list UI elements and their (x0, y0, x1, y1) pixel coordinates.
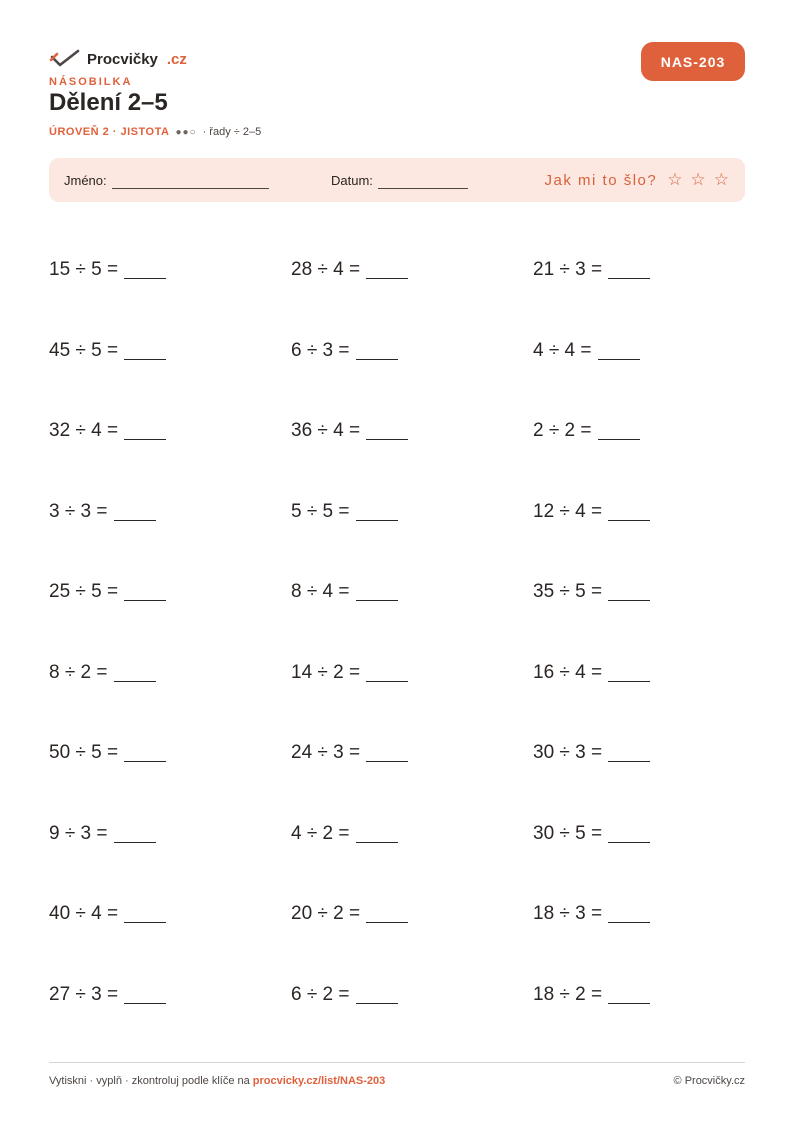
problem-expression: 40 ÷ 4 = (49, 903, 119, 924)
problem-expression: 36 ÷ 4 = (291, 420, 361, 441)
worksheet-code-badge: NAS-203 (641, 42, 745, 81)
problem-item (291, 340, 398, 362)
answer-blank[interactable] (608, 842, 650, 843)
answer-blank[interactable] (608, 278, 650, 279)
footer-link[interactable]: procvicky.cz/list/NAS-203 (252, 1075, 386, 1087)
problem-expression: 6 ÷ 2 = (291, 984, 350, 1005)
problem-item (533, 742, 650, 764)
answer-blank[interactable] (608, 922, 650, 923)
level-dots: ●●○ (175, 126, 197, 138)
footer-instructions-text: Vytiskni · vyplň · zkontroluj podle klíče na (49, 1075, 253, 1087)
section-kicker: NÁSOBILKA (49, 76, 133, 88)
problem-expression: 12 ÷ 4 = (533, 501, 603, 522)
date-field[interactable] (331, 158, 468, 202)
problem-expression: 32 ÷ 4 = (49, 420, 119, 441)
answer-blank[interactable] (366, 278, 408, 279)
problem-expression: 8 ÷ 2 = (49, 662, 108, 683)
page-title: Dělení 2–5 (49, 89, 168, 116)
problem-item (533, 420, 640, 442)
problem-item (533, 903, 650, 925)
answer-blank[interactable] (114, 842, 156, 843)
problem-item (49, 581, 166, 603)
problem-item (49, 742, 166, 764)
problem-item (49, 903, 166, 925)
problem-item (291, 742, 408, 764)
level-label: ÚROVEŇ 2 · JISTOTA (49, 126, 170, 138)
name-line[interactable] (112, 176, 269, 189)
answer-blank[interactable] (124, 359, 166, 360)
rating-stars (667, 170, 729, 190)
problem-expression: 3 ÷ 3 = (49, 501, 108, 522)
brand-tld: .cz (166, 50, 187, 68)
rating-label: Jak mi to šlo? (544, 171, 658, 189)
answer-blank[interactable] (124, 278, 166, 279)
answer-blank[interactable] (356, 600, 398, 601)
problem-item (49, 823, 156, 845)
problem-expression: 5 ÷ 5 = (291, 501, 350, 522)
problem-expression: 28 ÷ 4 = (291, 259, 361, 280)
answer-blank[interactable] (608, 1003, 650, 1004)
star-icon[interactable]: ☆ (690, 170, 706, 189)
answer-blank[interactable] (366, 922, 408, 923)
problem-item (49, 259, 166, 281)
problem-expression: 18 ÷ 2 = (533, 984, 603, 1005)
problem-item (533, 823, 650, 845)
problem-expression: 21 ÷ 3 = (533, 259, 603, 280)
problem-expression: 15 ÷ 5 = (49, 259, 119, 280)
problem-item (291, 501, 398, 523)
problem-item (291, 823, 398, 845)
problem-expression: 2 ÷ 2 = (533, 420, 592, 441)
problem-item (49, 501, 156, 523)
brand-name: Procvičky (87, 50, 158, 68)
footer-copyright: © Procvičky.cz (673, 1075, 745, 1087)
problem-expression: 24 ÷ 3 = (291, 742, 361, 763)
date-line[interactable] (378, 176, 468, 189)
level-line (49, 126, 261, 138)
answer-blank[interactable] (366, 681, 408, 682)
answer-blank[interactable] (124, 761, 166, 762)
problem-expression: 18 ÷ 3 = (533, 903, 603, 924)
answer-blank[interactable] (366, 761, 408, 762)
name-field[interactable] (64, 158, 269, 202)
brand-logo (49, 48, 187, 70)
problem-item (49, 662, 156, 684)
problem-item (291, 581, 398, 603)
problem-item (291, 259, 408, 281)
problem-expression: 30 ÷ 5 = (533, 823, 603, 844)
problem-item (291, 420, 408, 442)
answer-blank[interactable] (124, 600, 166, 601)
level-description: · řady ÷ 2–5 (202, 126, 262, 138)
problem-item (49, 984, 166, 1006)
problem-item (291, 903, 408, 925)
answer-blank[interactable] (124, 922, 166, 923)
footer-instructions (49, 1075, 385, 1087)
problem-item (291, 662, 408, 684)
problem-item (533, 501, 650, 523)
footer-divider (49, 1062, 745, 1063)
answer-blank[interactable] (598, 359, 640, 360)
problem-item (533, 984, 650, 1006)
answer-blank[interactable] (608, 681, 650, 682)
problem-expression: 45 ÷ 5 = (49, 340, 119, 361)
answer-blank[interactable] (366, 439, 408, 440)
answer-blank[interactable] (356, 520, 398, 521)
answer-blank[interactable] (124, 439, 166, 440)
check-pencil-icon (49, 48, 81, 70)
date-label: Datum: (331, 172, 373, 188)
problem-item (533, 581, 650, 603)
problem-expression: 8 ÷ 4 = (291, 581, 350, 602)
problem-item (291, 984, 398, 1006)
answer-blank[interactable] (608, 600, 650, 601)
problem-expression: 20 ÷ 2 = (291, 903, 361, 924)
problem-expression: 27 ÷ 3 = (49, 984, 119, 1005)
name-label: Jméno: (64, 172, 107, 188)
answer-blank[interactable] (114, 520, 156, 521)
answer-blank[interactable] (356, 1003, 398, 1004)
answer-blank[interactable] (608, 520, 650, 521)
problem-item (49, 340, 166, 362)
answer-blank[interactable] (608, 761, 650, 762)
problem-expression: 30 ÷ 3 = (533, 742, 603, 763)
problem-expression: 25 ÷ 5 = (49, 581, 119, 602)
problem-item (533, 340, 640, 362)
answer-blank[interactable] (598, 439, 640, 440)
problem-expression: 16 ÷ 4 = (533, 662, 603, 683)
problem-expression: 6 ÷ 3 = (291, 340, 350, 361)
answer-blank[interactable] (356, 359, 398, 360)
info-bar (49, 158, 745, 202)
answer-blank[interactable] (124, 1003, 166, 1004)
answer-blank[interactable] (356, 842, 398, 843)
problem-expression: 4 ÷ 4 = (533, 340, 592, 361)
star-icon[interactable]: ☆ (713, 170, 729, 189)
answer-blank[interactable] (114, 681, 156, 682)
problem-item (533, 662, 650, 684)
problem-expression: 14 ÷ 2 = (291, 662, 361, 683)
problem-expression: 9 ÷ 3 = (49, 823, 108, 844)
problem-expression: 4 ÷ 2 = (291, 823, 350, 844)
problem-item (533, 259, 650, 281)
problem-expression: 50 ÷ 5 = (49, 742, 119, 763)
star-icon[interactable]: ☆ (667, 170, 683, 189)
problem-expression: 35 ÷ 5 = (533, 581, 603, 602)
self-rating (545, 158, 729, 202)
problem-item (49, 420, 166, 442)
